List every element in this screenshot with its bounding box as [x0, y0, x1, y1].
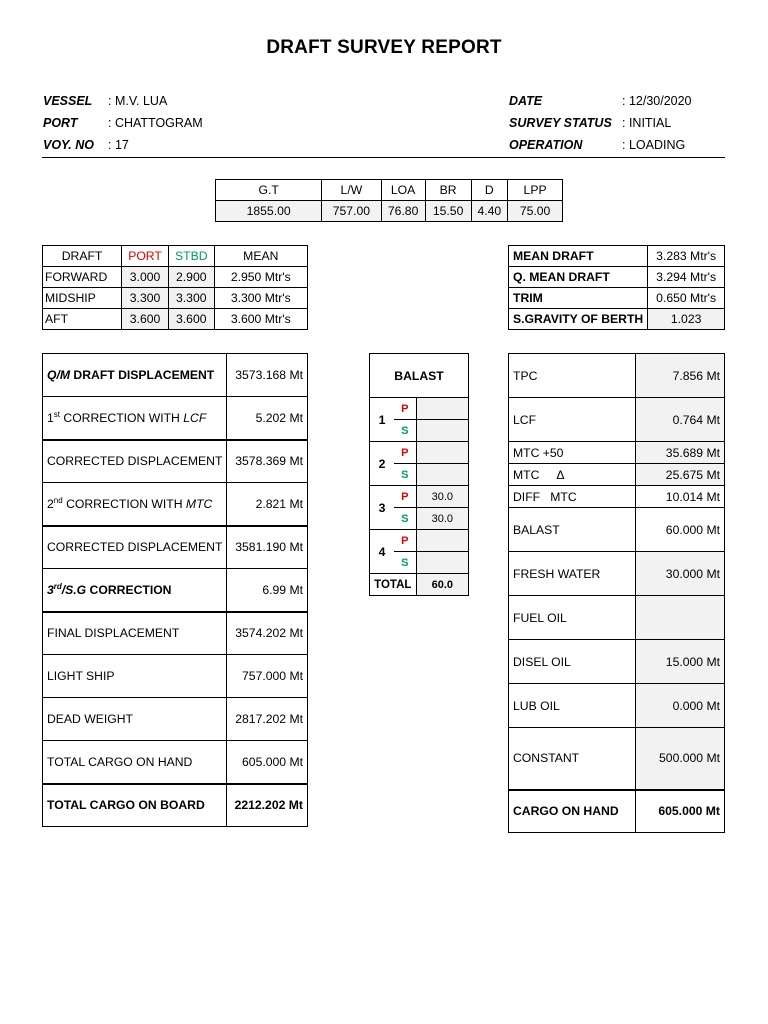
light-ship-label: LIGHT SHIP — [43, 655, 227, 698]
midship-stbd: 3.300 — [168, 288, 214, 309]
draft-header: DRAFT — [43, 246, 122, 267]
draft-summary-table — [508, 245, 725, 330]
sg-berth-label: S.GRAVITY OF BERTH — [509, 309, 648, 330]
tank-3-number: 3 — [370, 486, 394, 530]
port-header: PORT — [122, 246, 169, 267]
lcf-label: LCF — [509, 398, 636, 442]
d-value: 4.40 — [471, 201, 508, 222]
tank-1-number: 1 — [370, 398, 394, 442]
tank-2-number: 2 — [370, 442, 394, 486]
tank-4-p: P — [394, 530, 416, 552]
voy-value: : 17 — [108, 138, 129, 152]
lcf-value: 0.764 Mt — [636, 398, 725, 442]
final-displacement-label: FINAL DISPLACEMENT — [43, 612, 227, 655]
corrected-displacement-1-label: CORRECTED DISPLACEMENT — [43, 440, 227, 483]
tank-4-s: S — [394, 552, 416, 574]
lw-header: L/W — [322, 180, 381, 201]
mtc-plus50-value: 35.689 Mt — [636, 442, 725, 464]
first-correction-value: 5.202 Mt — [227, 397, 308, 440]
final-displacement-value: 3574.202 Mt — [227, 612, 308, 655]
fuel-oil-value — [636, 596, 725, 640]
forward-port: 3.000 — [122, 267, 169, 288]
tank-1-s-value — [416, 420, 468, 442]
loa-value: 76.80 — [381, 201, 425, 222]
midship-mean: 3.300 Mtr's — [214, 288, 307, 309]
corrected-displacement-1-value: 3578.369 Mt — [227, 440, 308, 483]
qm-displacement-value: 3573.168 Mt — [227, 354, 308, 397]
tank-2-s: S — [394, 464, 416, 486]
page-title: DRAFT SURVEY REPORT — [266, 37, 502, 58]
lw-value: 757.00 — [322, 201, 381, 222]
port-label: PORT — [43, 116, 78, 130]
mtc-plus50-label: MTC +50 — [509, 442, 636, 464]
lpp-header: LPP — [508, 180, 563, 201]
vessel-label: VESSEL — [43, 94, 93, 108]
ballast-table — [369, 353, 469, 596]
corrected-displacement-2-label: CORRECTED DISPLACEMENT — [43, 526, 227, 569]
lub-oil-value: 0.000 Mt — [636, 684, 725, 728]
ballast-total-label: TOTAL — [370, 574, 417, 596]
midship-label: MIDSHIP — [43, 288, 122, 309]
corrected-displacement-2-value: 3581.190 Mt — [227, 526, 308, 569]
trim-value: 0.650 Mtr's — [648, 288, 725, 309]
third-correction-label: 3rd/S.G CORRECTION — [43, 569, 227, 612]
total-cargo-on-board-label: TOTAL CARGO ON BOARD — [43, 784, 227, 827]
sg-berth-value: 1.023 — [648, 309, 725, 330]
lpp-value: 75.00 — [508, 201, 563, 222]
fuel-oil-label: FUEL OIL — [509, 596, 636, 640]
third-correction-value: 6.99 Mt — [227, 569, 308, 612]
displacement-table — [42, 353, 308, 827]
mean-draft-value: 3.283 Mtr's — [648, 246, 725, 267]
lub-oil-label: LUB OIL — [509, 684, 636, 728]
mean-draft-label: MEAN DRAFT — [509, 246, 648, 267]
aft-port: 3.600 — [122, 309, 169, 330]
tank-2-s-value — [416, 464, 468, 486]
tank-3-s: S — [394, 508, 416, 530]
tank-3-s-value: 30.0 — [416, 508, 468, 530]
disel-oil-label: DISEL OIL — [509, 640, 636, 684]
total-cargo-on-board-value: 2212.202 Mt — [227, 784, 308, 827]
aft-stbd: 3.600 — [168, 309, 214, 330]
balast-value: 60.000 Mt — [636, 508, 725, 552]
forward-stbd: 2.900 — [168, 267, 214, 288]
survey-status-value: : INITIAL — [622, 116, 672, 130]
trim-label: TRIM — [509, 288, 648, 309]
draft-table — [42, 245, 308, 330]
tank-2-p-value — [416, 442, 468, 464]
date-value: : 12/30/2020 — [622, 94, 692, 108]
light-ship-value: 757.000 Mt — [227, 655, 308, 698]
operation-value: : LOADING — [622, 138, 686, 152]
total-cargo-on-hand-label: TOTAL CARGO ON HAND — [43, 741, 227, 784]
br-value: 15.50 — [425, 201, 471, 222]
br-header: BR — [425, 180, 471, 201]
fresh-water-value: 30.000 Mt — [636, 552, 725, 596]
gt-value: 1855.00 — [216, 201, 322, 222]
date-label: DATE — [509, 94, 543, 108]
second-correction-value: 2.821 Mt — [227, 483, 308, 526]
stbd-header: STBD — [168, 246, 214, 267]
tank-4-number: 4 — [370, 530, 394, 574]
forward-mean: 2.950 Mtr's — [214, 267, 307, 288]
port-value: : CHATTOGRAM — [108, 116, 203, 130]
fresh-water-label: FRESH WATER — [509, 552, 636, 596]
mean-header: MEAN — [214, 246, 307, 267]
balast-label: BALAST — [509, 508, 636, 552]
tank-2-p: P — [394, 442, 416, 464]
forward-label: FORWARD — [43, 267, 122, 288]
particulars-table — [215, 179, 563, 222]
qm-displacement-label: Q/M DRAFT DISPLACEMENT — [43, 354, 227, 397]
q-mean-draft-value: 3.294 Mtr's — [648, 267, 725, 288]
ballast-total-value: 60.0 — [416, 574, 468, 596]
diff-mtc-value: 10.014 Mt — [636, 486, 725, 508]
ballast-title: BALAST — [370, 354, 469, 398]
aft-label: AFT — [43, 309, 122, 330]
vessel-value: : M.V. LUA — [108, 94, 168, 108]
gt-header: G.T — [216, 180, 322, 201]
q-mean-draft-label: Q. MEAN DRAFT — [509, 267, 648, 288]
operation-label: OPERATION — [509, 138, 583, 152]
aft-mean: 3.600 Mtr's — [214, 309, 307, 330]
tank-1-s: S — [394, 420, 416, 442]
cargo-on-hand-label: CARGO ON HAND — [509, 790, 636, 833]
mtc-delta-value: 25.675 Mt — [636, 464, 725, 486]
dead-weight-label: DEAD WEIGHT — [43, 698, 227, 741]
tank-1-p-value — [416, 398, 468, 420]
second-correction-label: 2nd CORRECTION WITH MTC — [43, 483, 227, 526]
tank-3-p: P — [394, 486, 416, 508]
tank-4-p-value — [416, 530, 468, 552]
hydrostatics-table — [508, 353, 725, 833]
mtc-delta-label: MTC Δ — [509, 464, 636, 486]
tank-3-p-value: 30.0 — [416, 486, 468, 508]
cargo-on-hand-value: 605.000 Mt — [636, 790, 725, 833]
first-correction-label: 1st CORRECTION WITH LCF — [43, 397, 227, 440]
constant-label: CONSTANT — [509, 728, 636, 790]
header-divider — [42, 157, 725, 158]
tpc-value: 7.856 Mt — [636, 354, 725, 398]
voy-label: VOY. NO — [43, 138, 94, 152]
tpc-label: TPC — [509, 354, 636, 398]
disel-oil-value: 15.000 Mt — [636, 640, 725, 684]
survey-status-label: SURVEY STATUS — [509, 116, 612, 130]
tank-1-p: P — [394, 398, 416, 420]
midship-port: 3.300 — [122, 288, 169, 309]
tank-4-s-value — [416, 552, 468, 574]
dead-weight-value: 2817.202 Mt — [227, 698, 308, 741]
diff-mtc-label: DIFF MTC — [509, 486, 636, 508]
constant-value: 500.000 Mt — [636, 728, 725, 790]
total-cargo-on-hand-value: 605.000 Mt — [227, 741, 308, 784]
d-header: D — [471, 180, 508, 201]
loa-header: LOA — [381, 180, 425, 201]
